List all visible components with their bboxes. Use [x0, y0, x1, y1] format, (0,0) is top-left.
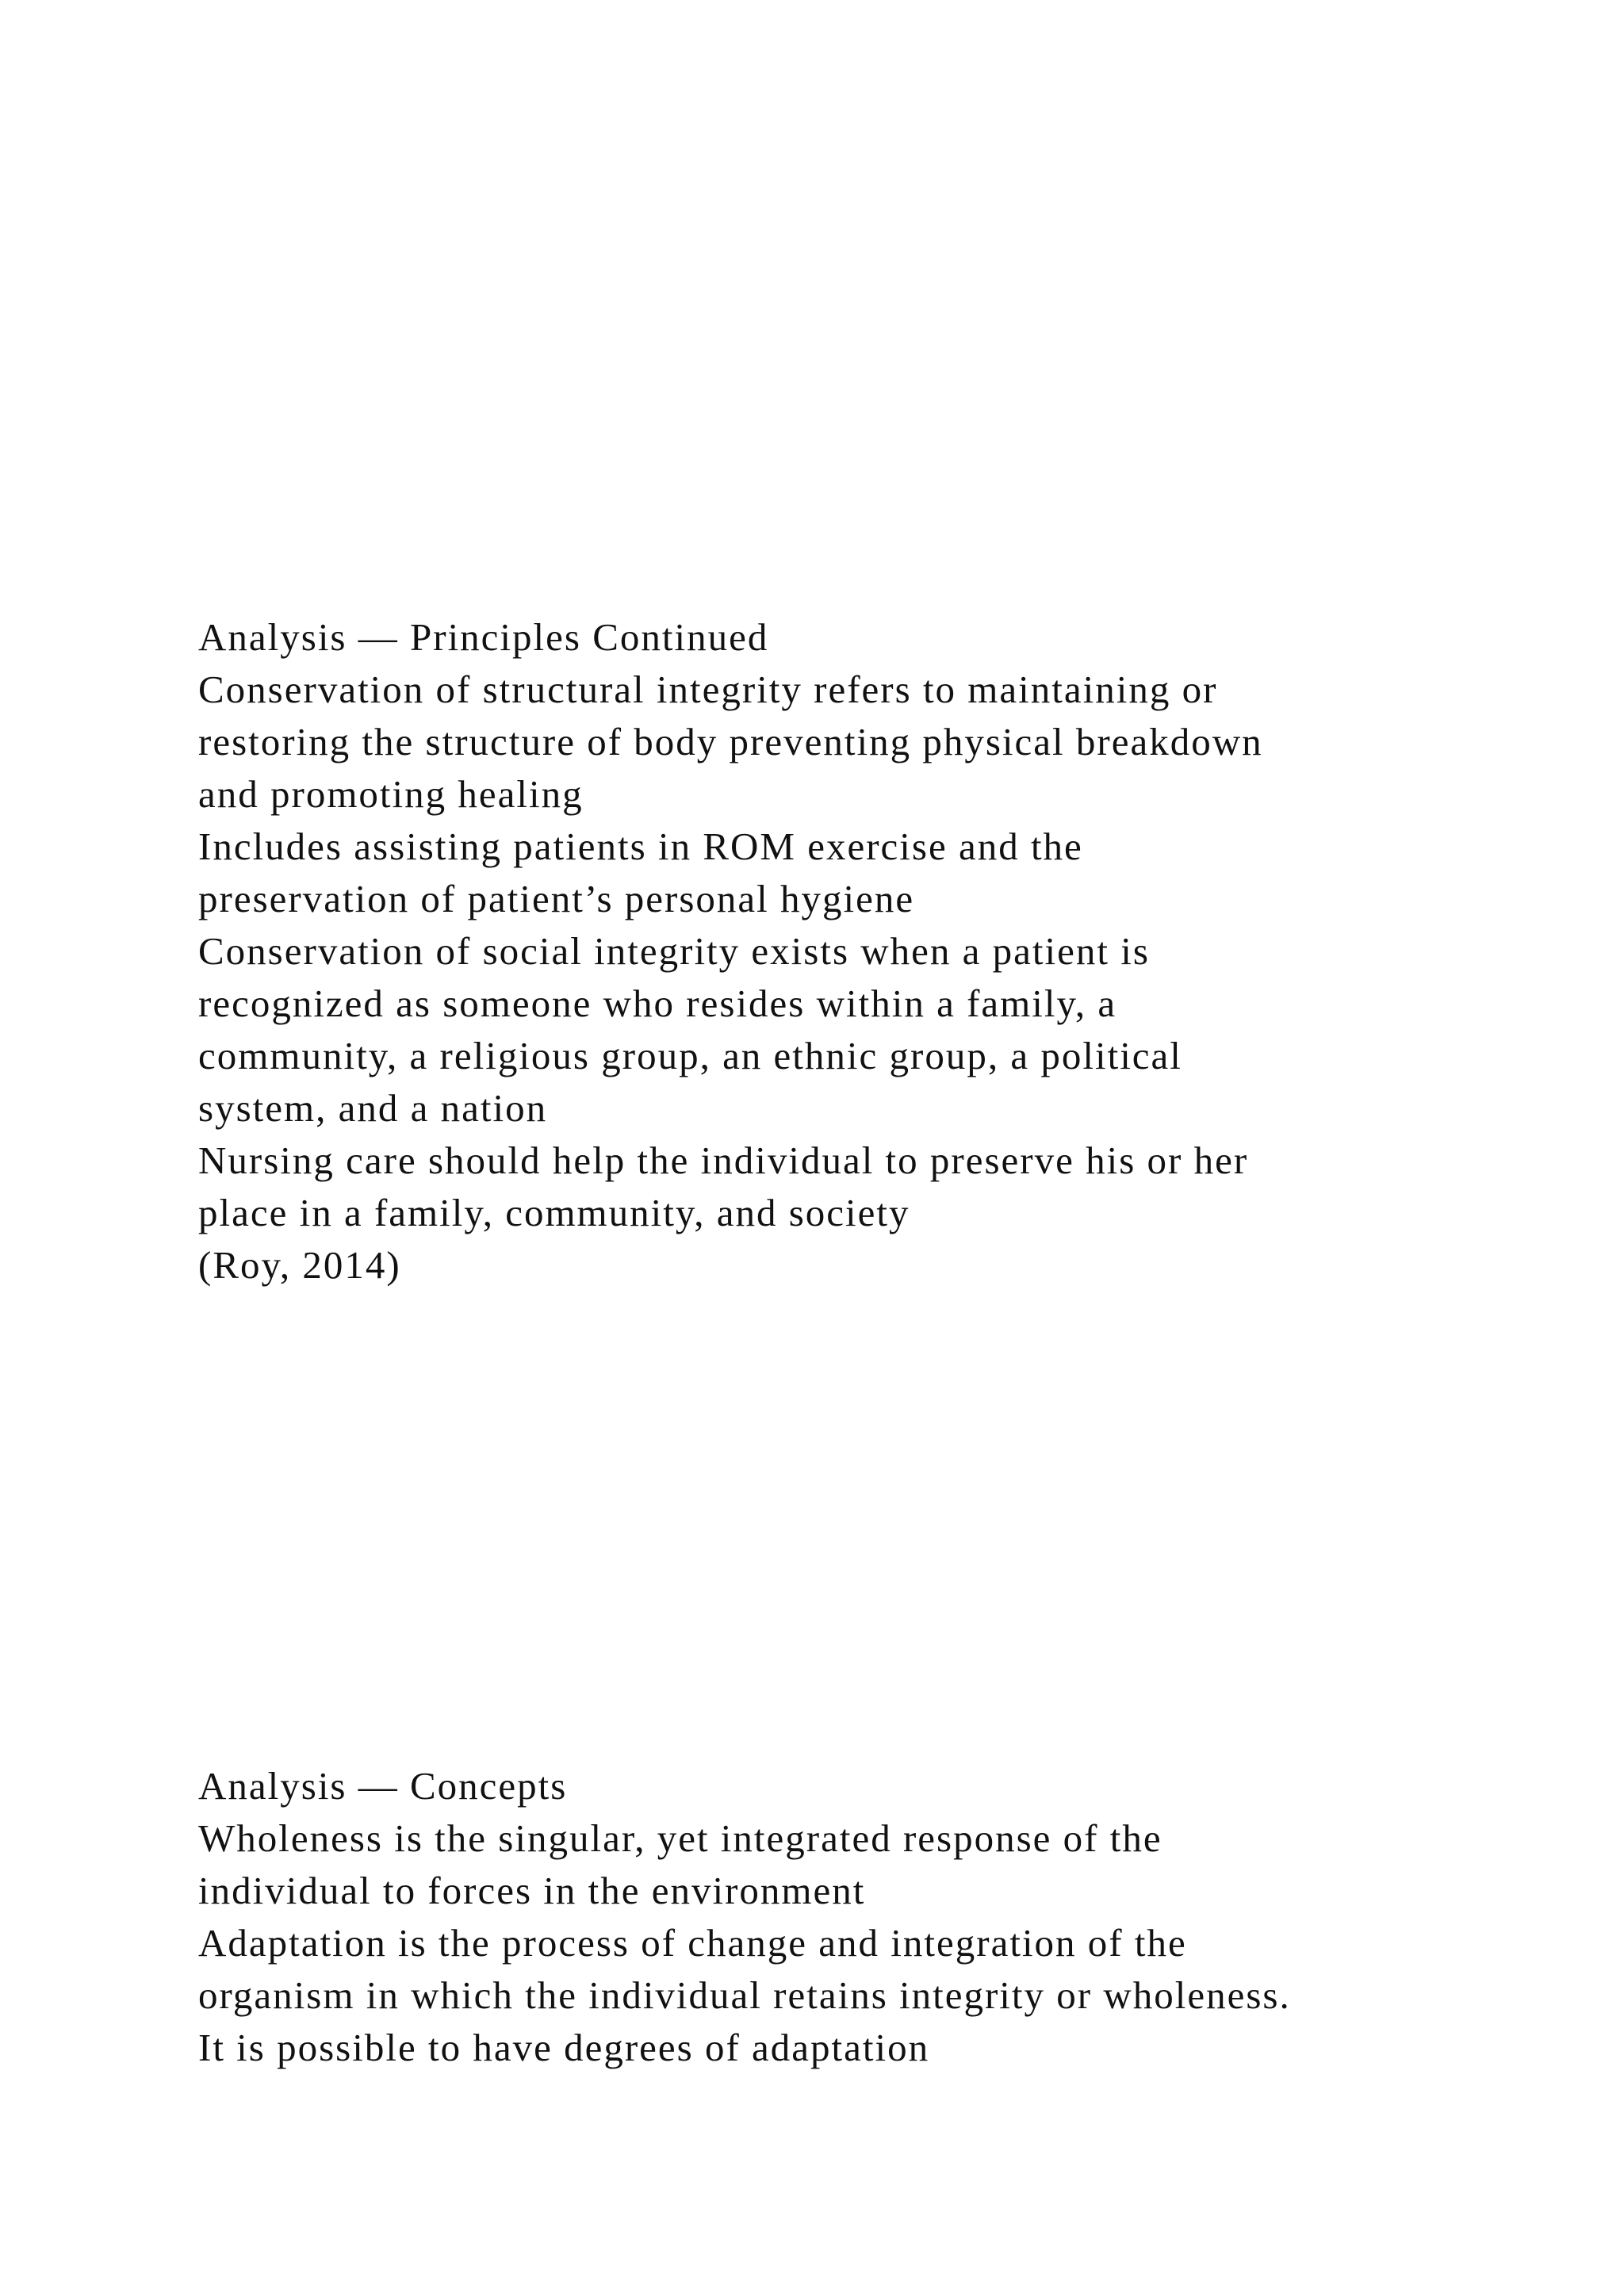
text-line: community, a religious group, an ethnic group, a political — [198, 1034, 1182, 1077]
section-concepts — [198, 1760, 1546, 2074]
text-line: organism in which the individual retains integrity or wholeness. — [198, 1973, 1291, 2017]
text-line: and promoting healing — [198, 772, 584, 816]
citation: (Roy, 2014) — [198, 1243, 401, 1287]
text-line: recognized as someone who resides within a family, a — [198, 982, 1117, 1025]
text-line: place in a family, community, and society — [198, 1191, 910, 1234]
text-line: It is possible to have degrees of adaptation — [198, 2026, 930, 2069]
text-line: preservation of patient’s personal hygiene — [198, 877, 915, 920]
text-line: Conservation of social integrity exists when a patient is — [198, 929, 1150, 973]
section-heading: Analysis — Concepts — [198, 1764, 568, 1808]
section-heading: Analysis — Principles Continued — [198, 615, 769, 659]
text-line: Conservation of structural integrity refers to maintaining or — [198, 668, 1218, 711]
text-line: Adaptation is the process of change and integration of the — [198, 1921, 1187, 1965]
text-line: Includes assisting patients in ROM exercise and the — [198, 825, 1083, 868]
text-line: Wholeness is the singular, yet integrated response of the — [198, 1816, 1162, 1860]
text-line: Nursing care should help the individual to preserve his or her — [198, 1138, 1249, 1182]
section-principles-continued — [198, 611, 1546, 1292]
text-line: restoring the structure of body preventing physical breakdown — [198, 720, 1263, 763]
text-line: system, and a nation — [198, 1086, 548, 1130]
text-line: individual to forces in the environment — [198, 1869, 866, 1912]
